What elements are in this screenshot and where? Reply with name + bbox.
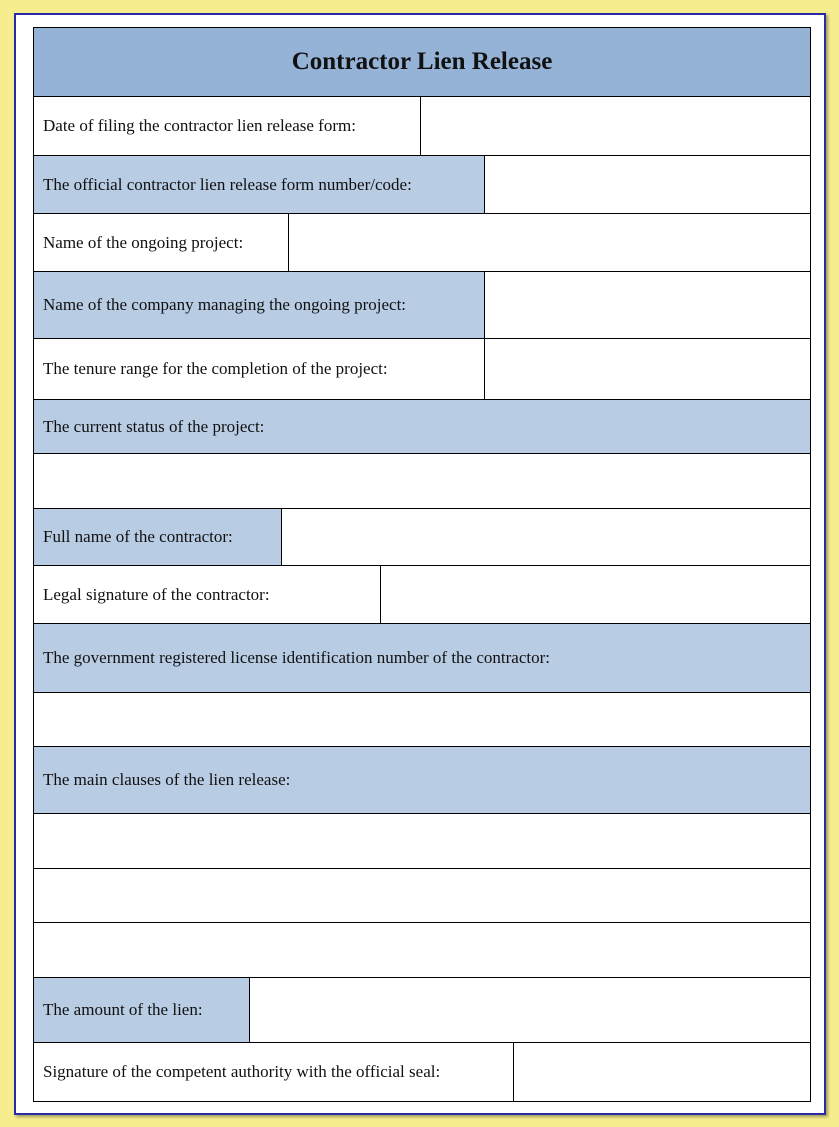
contractor-signature-row [34, 566, 810, 624]
contractor-signature-field[interactable] [381, 566, 810, 623]
project-name-field[interactable] [289, 214, 810, 271]
current-status-row [34, 400, 810, 454]
lien-amount-label: The amount of the lien: [34, 978, 250, 1042]
main-clauses-line [34, 923, 810, 978]
authority-signature-field[interactable] [514, 1043, 810, 1101]
managing-company-row [34, 272, 810, 339]
lien-amount-field[interactable] [250, 978, 810, 1042]
authority-signature-label: Signature of the competent authority with the official seal: [34, 1043, 514, 1101]
main-clauses-field-3[interactable] [34, 923, 810, 977]
project-name-row [34, 214, 810, 272]
current-status-label: The current status of the project: [34, 400, 810, 453]
contractor-name-field[interactable] [282, 509, 810, 565]
contractor-name-row [34, 509, 810, 566]
license-number-label: The government registered license identification number of the contractor: [34, 624, 810, 692]
contractor-name-label: Full name of the contractor: [34, 509, 282, 565]
tenure-range-field[interactable] [485, 339, 810, 399]
license-number-field[interactable] [34, 693, 810, 746]
authority-signature-row [34, 1043, 810, 1102]
document-page [14, 13, 826, 1115]
main-clauses-label: The main clauses of the lien release: [34, 747, 810, 813]
lien-amount-row [34, 978, 810, 1043]
current-status-row [34, 454, 810, 509]
main-clauses-row [34, 747, 810, 814]
main-clauses-line [34, 814, 810, 869]
project-name-label: Name of the ongoing project: [34, 214, 289, 271]
tenure-range-label: The tenure range for the completion of the project: [34, 339, 485, 399]
main-clauses-line [34, 869, 810, 923]
form-title: Contractor Lien Release [34, 28, 810, 97]
date-of-filing-label: Date of filing the contractor lien release form: [34, 97, 421, 155]
license-number-row [34, 624, 810, 693]
date-of-filing-field[interactable] [421, 97, 810, 155]
managing-company-label: Name of the company managing the ongoing project: [34, 272, 485, 338]
main-clauses-field-1[interactable] [34, 814, 810, 868]
contractor-signature-label: Legal signature of the contractor: [34, 566, 381, 623]
form-number-label: The official contractor lien release form number/code: [34, 156, 485, 213]
managing-company-field[interactable] [485, 272, 810, 338]
form-number-row [34, 156, 810, 214]
license-number-row [34, 693, 810, 747]
tenure-range-row [34, 339, 810, 400]
date-of-filing-row [34, 97, 810, 156]
current-status-field[interactable] [34, 454, 810, 508]
main-clauses-field-2[interactable] [34, 869, 810, 922]
lien-release-form [33, 27, 811, 1102]
form-number-field[interactable] [485, 156, 810, 213]
